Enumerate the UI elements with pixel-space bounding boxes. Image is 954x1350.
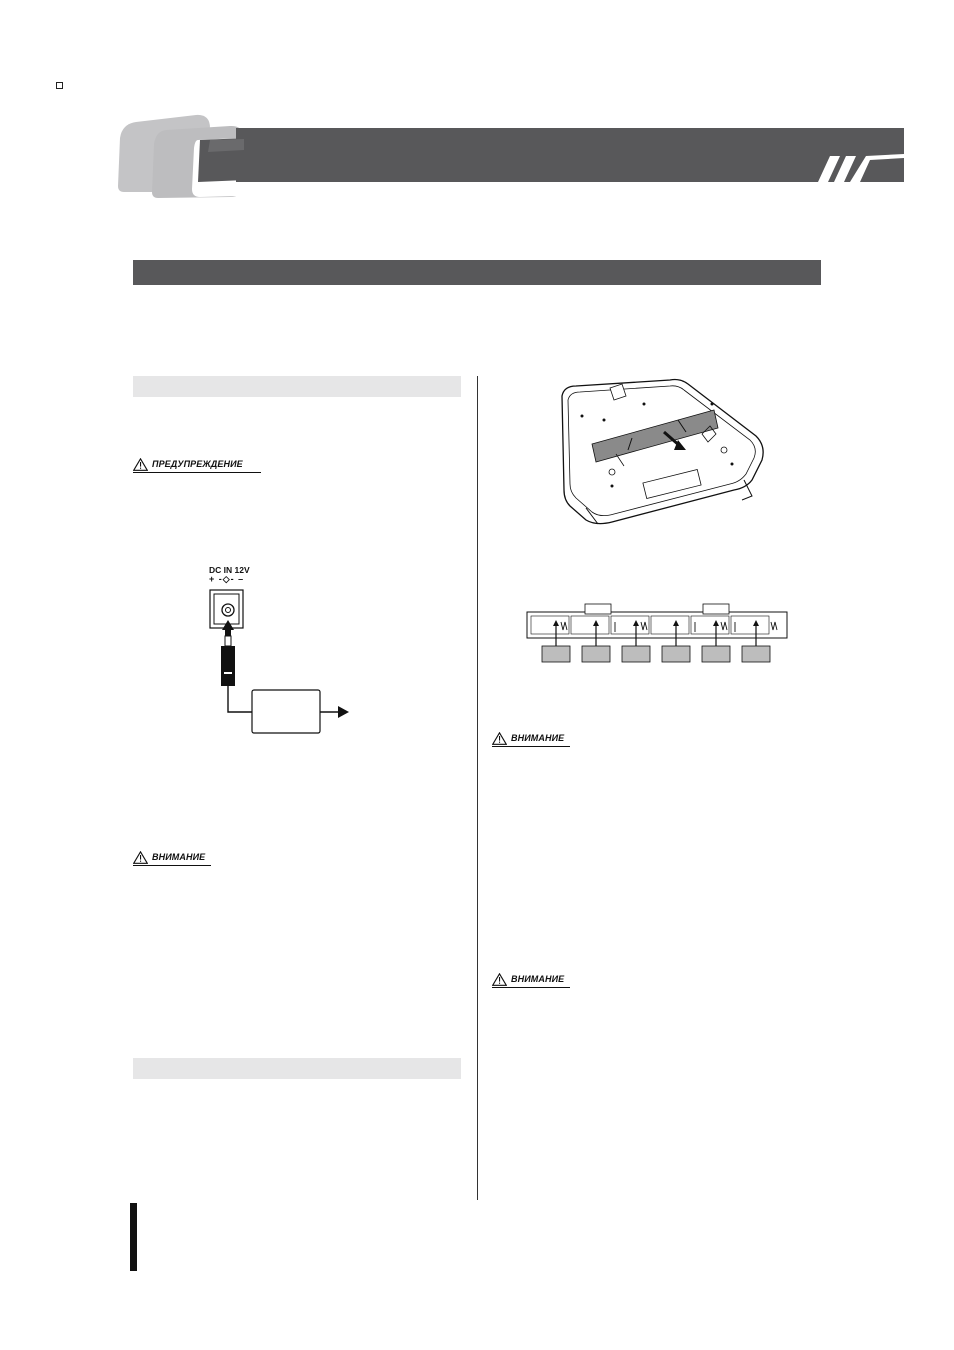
- subsection-bar-power: [133, 376, 461, 397]
- caution-label-text: ВНИМАНИЕ: [511, 733, 565, 743]
- warning-label-text: ПРЕДУПРЕЖДЕНИЕ: [152, 459, 243, 469]
- column-divider: [477, 376, 478, 1200]
- battery-insertion-figure: [525, 600, 789, 664]
- warning-label: [133, 458, 261, 473]
- dc-plug-icon: [221, 636, 235, 686]
- page-edge-tab: [130, 1203, 137, 1271]
- dc-in-jack-label: DC IN 12V: [209, 565, 250, 575]
- caution-label-text: ВНИМАНИЕ: [511, 974, 565, 984]
- polarity-symbols: + -◇- –: [209, 574, 245, 584]
- ac-adaptor-icon: [228, 686, 349, 733]
- caution-label: [492, 973, 570, 988]
- subsection-bar-batteries: [133, 1058, 461, 1079]
- section-title-bar: [133, 260, 821, 285]
- caution-label: [492, 732, 570, 747]
- battery-cover-removal-figure: [552, 376, 772, 530]
- warning-triangle-icon: [492, 732, 507, 745]
- warning-triangle-icon: [492, 973, 507, 986]
- warning-triangle-icon: [133, 458, 148, 471]
- chapter-header-banner: [118, 112, 904, 202]
- dc-jack-icon: [210, 590, 243, 628]
- caution-label-text: ВНИМАНИЕ: [152, 852, 206, 862]
- warning-triangle-icon: [133, 851, 148, 864]
- crop-mark: [56, 82, 63, 89]
- dc-in-connection-figure: [200, 560, 360, 745]
- caution-label: [133, 851, 211, 866]
